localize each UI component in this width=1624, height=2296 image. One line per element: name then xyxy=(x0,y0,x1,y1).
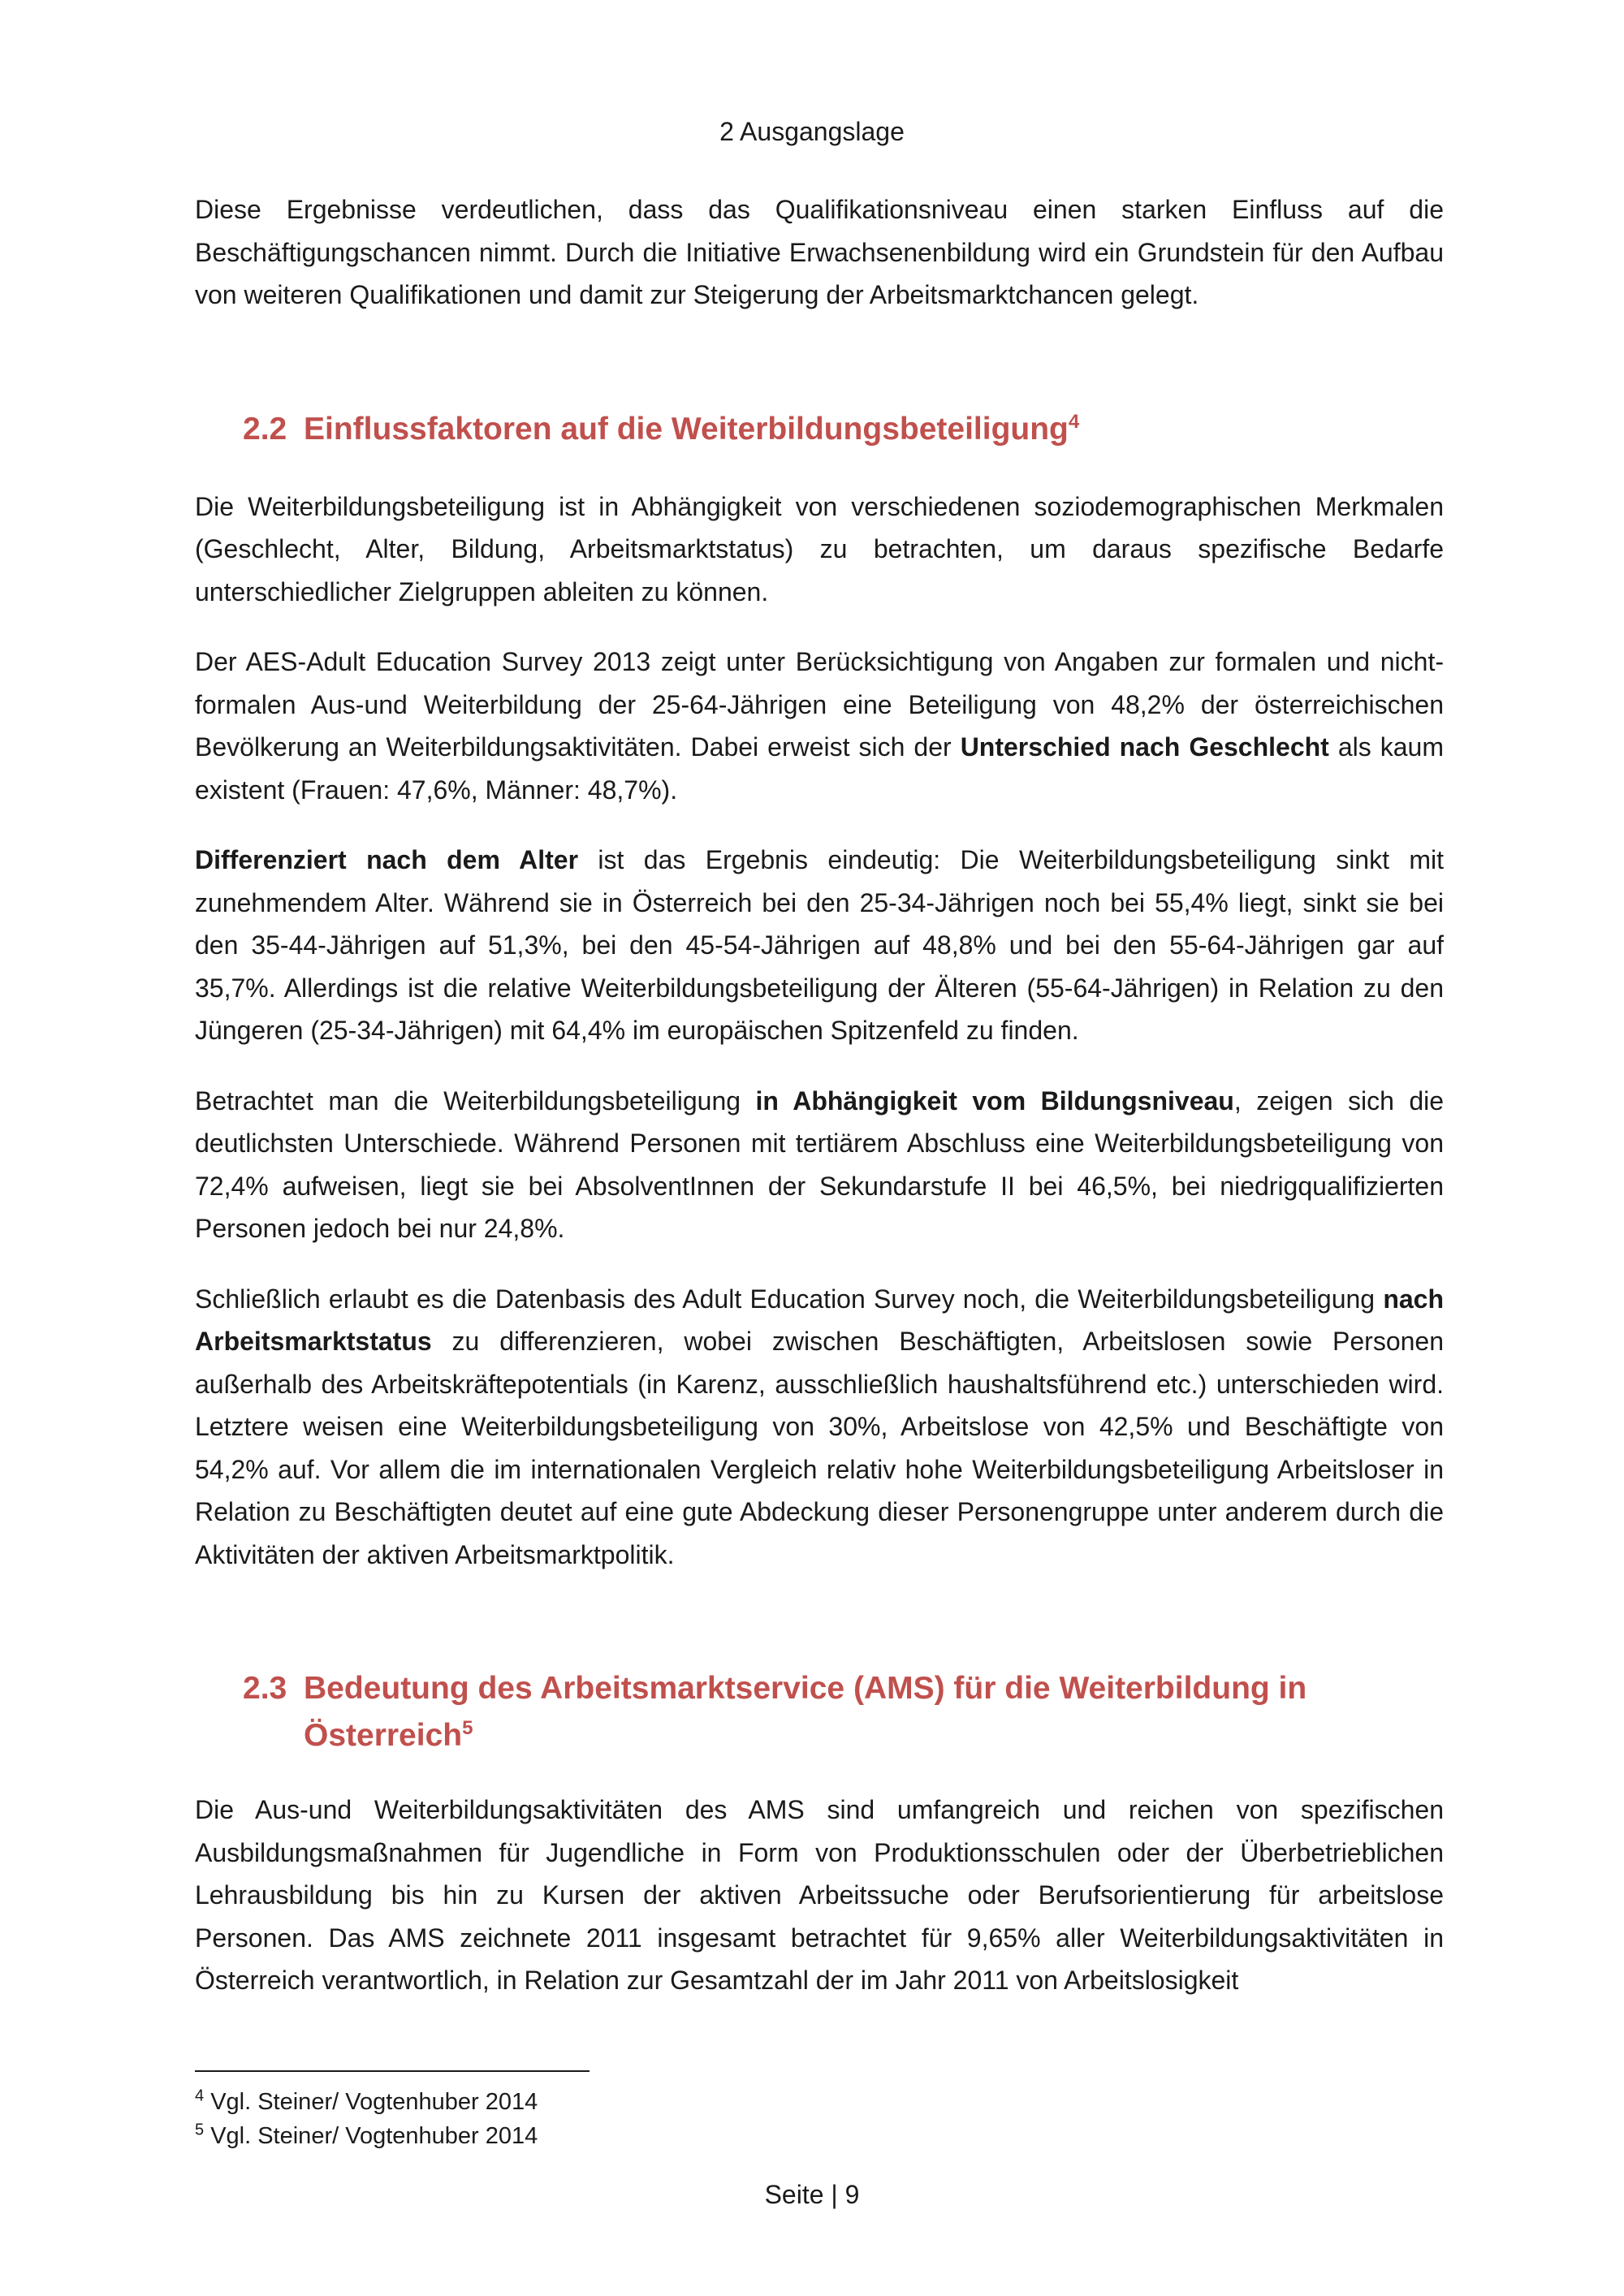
main-content xyxy=(195,188,1444,2002)
section-heading-2-3 xyxy=(195,1665,1444,1759)
footnote-divider xyxy=(195,2070,590,2072)
paragraph-text: Betrachtet man die Weiterbildungsbeteiligung xyxy=(195,1085,756,1116)
paragraph-alter xyxy=(195,839,1444,1052)
paragraph-merkmale: Die Weiterbildungsbeteiligung ist in Abhängigkeit von verschiedenen soziodemographischen Merkmalen (Geschlecht, Alter, Bildung, Arbeitsmarktstatus) zu betrachten, um daraus spezifische Bedarfe unterschiedlicher Zielgruppen ableiten zu können. xyxy=(195,491,1444,606)
paragraph-text: ist das Ergebnis eindeutig: Die Weiterbildungsbeteiligung sinkt mit zunehmendem Alter. Während sie in Österreich bei den 25-34-Jährigen noch bei 55,4% liegt, sinkt sie bei den 35-44-Jährigen auf 51,3%, bei den 45-54-Jährigen auf 48,8% und bei den 55-64-Jährigen gar auf 35,7%. Allerdings ist die relative Weiterbildungsbeteiligung der Älteren (55-64-Jährigen) in Relation zu den Jüngeren (25-34-Jährigen) mit 64,4% im europäischen Spitzenfeld zu finden. xyxy=(195,845,1445,1045)
page-number: Seite | 9 xyxy=(764,2180,860,2209)
bold-phrase: Unterschied nach Geschlecht xyxy=(960,732,1329,762)
section-number: 2.3 xyxy=(243,1671,287,1706)
bold-phrase: in Abhängigkeit vom Bildungsniveau xyxy=(755,1085,1234,1116)
paragraph-ams: Die Aus-und Weiterbildungsaktivitäten des AMS sind umfangreich und reichen von spezifischen Ausbildungsmaßnahmen für Jugendliche in Form von Produktionsschulen oder der Überbetrieblichen Lehrausbildung bis hin zu Kursen der aktiven Arbeitssuche oder Berufsorientierung für arbeitslose Personen. Das AMS zeichnete 2011 insgesamt betrachtet für 9,65% aller Weiterbildungsaktivitäten in Österreich verantwortlich, in Relation zur Gesamtzahl der im Jahr 2011 von Arbeitslosigkeit xyxy=(195,1795,1444,1995)
footnote-ref: 4 xyxy=(1068,410,1080,433)
section-heading-2-2 xyxy=(195,406,1444,453)
section-number: 2.2 xyxy=(243,411,287,447)
paragraph-arbeitsmarktstatus xyxy=(195,1278,1444,1577)
footnote-ref: 5 xyxy=(462,1717,473,1739)
section-title xyxy=(304,1665,1444,1759)
footnote-number: 4 xyxy=(195,2087,205,2105)
footnote-5 xyxy=(195,2119,1169,2153)
footnote-text: Vgl. Steiner/ Vogtenhuber 2014 xyxy=(210,2123,538,2149)
section-title-text: Einflussfaktoren auf die Weiterbildungsbeteiligung xyxy=(304,411,1069,447)
footnotes xyxy=(195,2085,1169,2153)
paragraph-text: als kaum existent (Frauen: 47,6%, Männer: 48,7%). xyxy=(195,732,1445,805)
footnote-text: Vgl. Steiner/ Vogtenhuber 2014 xyxy=(210,2089,538,2115)
paragraph-geschlecht xyxy=(195,641,1444,811)
paragraph-text: , zeigen sich die deutlichsten Unterschiede. Während Personen mit tertiärem Abschluss eine Weiterbildungsbeteiligung von 72,4% aufweisen, liegt sie bei AbsolventInnen der Sekundarstufe II bei 46,5%, bei niedrigqualifizierten Personen jedoch bei nur 24,8%. xyxy=(195,1085,1445,1243)
paragraph-text: zu differenzieren, wobei zwischen Beschäftigten, Arbeitslosen sowie Personen außerhalb des Arbeitskräftepotentials (in Karenz, ausschließlich haushaltsführend etc.) unterschieden wird. Letztere weisen eine Weiterbildungsbeteiligung von 30%, Arbeitslose von 42,5% und Beschäftigte von 54,2% auf. Vor allem die im internationalen Vergleich relativ hohe Weiterbildungsbeteiligung Arbeitsloser in Relation zu Beschäftigten deutet auf eine gute Abdeckung dieser Personengruppe unter anderem durch die Aktivitäten der aktiven Arbeitsmarktpolitik. xyxy=(195,1327,1444,1569)
section-title-text: Bedeutung des Arbeitsmarktservice (AMS) für die Weiterbildung in Österreich xyxy=(304,1671,1307,1753)
paragraph-text: Der AES-Adult Education Survey 2013 zeigt unter Berücksichtigung von Angaben zur formalen und nicht-formalen Aus-und Weiterbildung der 25-64-Jährigen eine Beteiligung von 48,2% der österreichischen Bevölkerung an Weiterbildungsaktivitäten. Dabei erweist sich der xyxy=(195,647,1444,762)
running-header: 2 Ausgangslage xyxy=(719,117,905,146)
footnote-4 xyxy=(195,2085,1169,2119)
paragraph-text: Schließlich erlaubt es die Datenbasis des Adult Education Survey noch, die Weiterbildungsbeteiligung xyxy=(195,1284,1384,1314)
bold-phrase: Differenziert nach dem Alter xyxy=(195,845,579,874)
bold-phrase: nach Arbeitsmarktstatus xyxy=(195,1284,1444,1356)
section-title xyxy=(304,406,1444,453)
intro-paragraph: Diese Ergebnisse verdeutlichen, dass das Qualifikationsniveau einen starken Einfluss auf die Beschäftigungschancen nimmt. Durch die Initiative Erwachsenenbildung wird ein Grundstein für den Aufbau von weiteren Qualifikationen und damit zur Steigerung der Arbeitsmarktchancen gelegt. xyxy=(195,195,1444,309)
footnote-number: 5 xyxy=(195,2121,205,2139)
paragraph-bildungsniveau xyxy=(195,1080,1444,1250)
